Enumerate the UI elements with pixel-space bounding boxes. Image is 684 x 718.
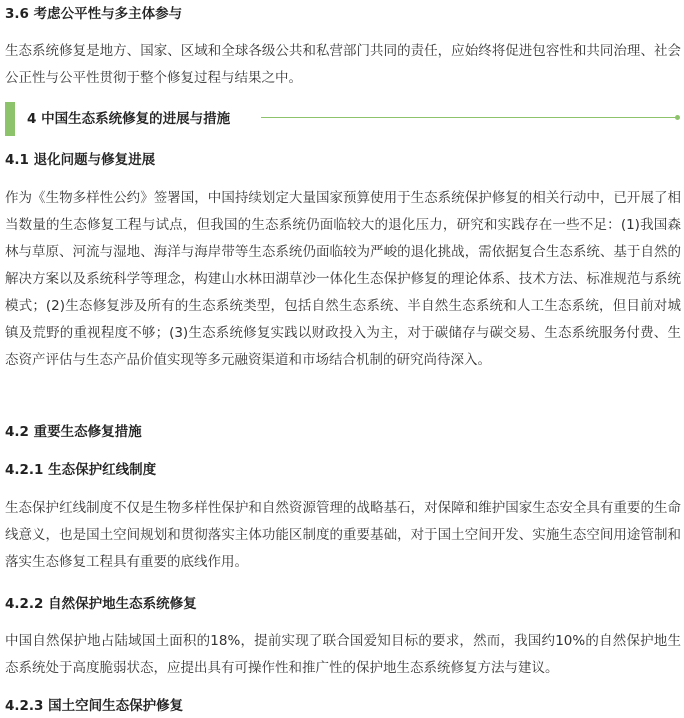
- heading-4-2: 4.2 重要生态修复措施: [5, 424, 142, 440]
- paragraph-3-6: 生态系统修复是地方、国家、区域和全球各级公共和私营部门共同的责任，应始终将促进包容性和共同治理、社会公正性与公平性贯彻于整个修复过程与结果之中。: [5, 43, 681, 86]
- heading-4-2-1: 4.2.1 生态保护红线制度: [5, 462, 157, 478]
- heading-4-2-3: 4.2.3 国土空间生态保护修复: [5, 698, 184, 714]
- section-accent-bar: [5, 102, 15, 136]
- paragraph-4-2-2: 中国自然保护地占陆域国土面积的18%，提前实现了联合国爱知目标的要求，然而，我国约10%的自然保护地生态系统处于高度脆弱状态，应提出具有可操作性和推广性的保护地生态系统修复方法与建议。: [5, 633, 681, 676]
- paragraph-4-1: 作为《生物多样性公约》签署国，中国持续划定大量国家预算使用于生态系统保护修复的相关行动中，已开展了相当数量的生态修复工程与试点，但我国的生态系统仍面临较大的退化压力，研究和实践存在一些不足：(1)我国森林与草原、河流与湿地、海洋与海岸带等生态系统仍面临较为严峻的退化挑战，需依据复合生态系统、基于自然的解决方案以及系统科学等理念，构建山水林田湖草沙一体化生态保护修复的理论体系、技术方法、标准规范与系统模式；(2)生态修复涉及所有的生态系统类型，包括自然生态系统、半自然生态系统和人工生态系统，但目前对城镇及荒野的重视程度不够；(3)生态系统修复实践以财政投入为主，对于碳储存与碳交易、生态系统服务付费、生态资产评估与生态产品价值实现等多元融资渠道和市场结合机制的研究尚待深入。: [5, 190, 681, 368]
- paragraph-4-2-1: 生态保护红线制度不仅是生物多样性保护和自然资源管理的战略基石，对保障和维护国家生态安全具有重要的生命线意义，也是国土空间规划和贯彻落实主体功能区制度的重要基础，对于国土空间开发、实施生态空间用途管制和落实生态修复工程具有重要的底线作用。: [5, 500, 681, 570]
- section-divider-dot: [675, 115, 680, 120]
- heading-4-2-2: 4.2.2 自然保护地生态系统修复: [5, 596, 197, 612]
- section-4-bar: [5, 102, 682, 136]
- heading-4: 4 中国生态系统修复的进展与措施: [27, 111, 231, 127]
- section-divider-line: [261, 117, 676, 118]
- heading-3-6: 3.6 考虑公平性与多主体参与: [5, 6, 183, 22]
- heading-4-1: 4.1 退化问题与修复进展: [5, 152, 156, 168]
